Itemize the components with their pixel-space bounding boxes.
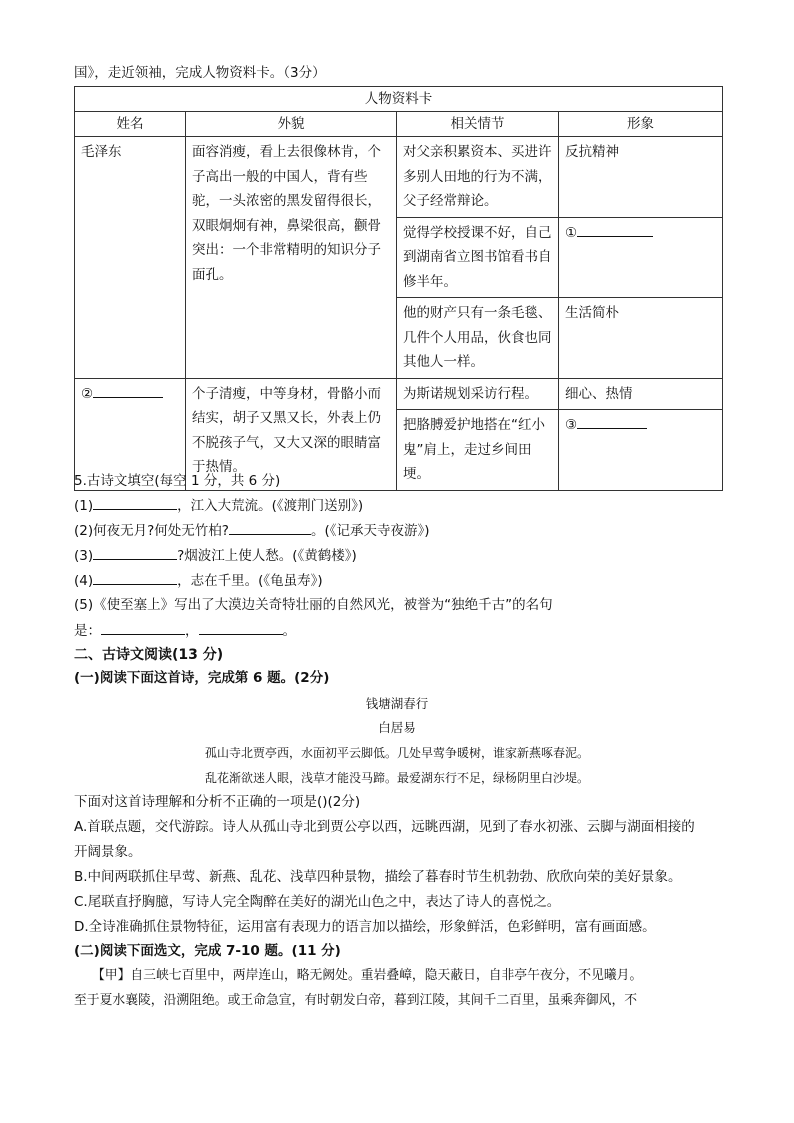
header-name: 姓名 <box>75 112 186 137</box>
part-1-heading: (一)阅读下面这首诗，完成第 6 题。(2分) <box>74 670 330 686</box>
q5-title: 5.古诗文填空(每空 1 分，共 6 分) <box>74 473 281 489</box>
q5-blank-1[interactable] <box>93 495 177 510</box>
p2-plot-2: 把胳膊爱护地搭在“红小鬼”肩上，走过乡间田埂。 <box>397 410 559 491</box>
p1-image-2-cell <box>559 217 723 298</box>
person-card-table <box>74 86 723 491</box>
q6-option-b: B.中间两联抓住早莺、新燕、乱花、浅草四种景物，描绘了暮春时节生机勃勃、欣欣向荣的美好景象。 <box>74 869 682 885</box>
q5-6-end: 。 <box>282 623 296 639</box>
part-2-heading: (二)阅读下面选文，完成 7-10 题。(11 分) <box>74 943 341 959</box>
poem-line-2: 乱花渐欲迷人眼，浅草才能没马蹄。最爱湖东行不足，绿杨阴里白沙堤。 <box>204 771 589 785</box>
header-appearance: 外貌 <box>186 112 397 137</box>
passage-line-2: 至于夏水襄陵，沿溯阻绝。或王命急宣，有时朝发白帝，暮到江陵，其间千二百里，虽乘奔御风，不 <box>74 993 638 1008</box>
card-intro: 国》，走近领袖，完成人物资料卡。（3分） <box>74 65 326 81</box>
q6-option-c: C.尾联直抒胸臆，写诗人完全陶醉在美好的湖光山色之中，表达了诗人的喜悦之。 <box>74 894 561 910</box>
q5-2-suffix: 。(《记承天寺夜游》) <box>310 523 430 539</box>
q5-blank-4[interactable] <box>93 570 177 585</box>
p2-image-2-cell <box>559 410 723 491</box>
q6-option-a-2: 开阔景象。 <box>74 844 142 860</box>
p1-image-3: 生活简朴 <box>559 298 723 379</box>
p2-appearance: 个子清瘦，中等身材，骨骼小而结实，胡子又黑又长，外表上仍不脱孩子气，又大又深的眼睛富于热情。 <box>186 378 397 490</box>
q5-3-prefix: (3) <box>74 548 94 564</box>
q5-item-6 <box>74 620 296 641</box>
p1-name: 毛泽东 <box>75 137 186 379</box>
poem-author: 白居易 <box>378 720 416 735</box>
p2-image-1: 细心、热情 <box>559 378 723 410</box>
p1-appearance: 面容消瘦，看上去很像林肯，个子高出一般的中国人，背有些驼，一头浓密的黑发留得很长，双眼炯炯有神，鼻梁很高，颧骨突出：一个非常精明的知识分子面孔。 <box>186 137 397 379</box>
poem-title: 钱塘湖春行 <box>365 696 429 711</box>
p1-image-2-label: ① <box>565 224 578 241</box>
q6-stem: 下面对这首诗理解和分析不正确的一项是()(2分) <box>74 794 361 810</box>
q5-item-5: (5)《使至塞上》写出了大漠边关奇特壮丽的自然风光，被誉为“独绝千古”的名句 <box>74 597 553 613</box>
poem-line-1: 孤山寺北贾亭西，水面初平云脚低。几处早莺争暖树，谁家新燕啄春泥。 <box>204 746 589 760</box>
q5-4-suffix: ，志在千里。(《龟虽寿》) <box>177 573 323 589</box>
q5-4-prefix: (4) <box>74 573 94 589</box>
q5-2-prefix: (2)何夜无月?何处无竹柏? <box>74 523 229 539</box>
p1-image-1: 反抗精神 <box>559 137 723 218</box>
q6-option-d: D.全诗准确抓住景物特征，运用富有表现力的语言加以描绘，形象鲜活，色彩鲜明，富有画面感。 <box>74 919 656 935</box>
p2-name-label: ② <box>81 385 94 402</box>
p1-plot-1: 对父亲积累资本、买进许多别人田地的行为不满，父子经常辩论。 <box>397 137 559 218</box>
q5-3-suffix: ?烟波江上使人愁。(《黄鹤楼》) <box>177 548 357 564</box>
p1-plot-3: 他的财产只有一条毛毯、几件个人用品，伙食也同其他人一样。 <box>397 298 559 379</box>
p1-plot-2: 觉得学校授课不好，自己到湖南省立图书馆看书自修半年。 <box>397 217 559 298</box>
passage-line-1: 【甲】自三峡七百里中，两岸连山，略无阙处。重岩叠嶂，隐天蔽日，自非亭午夜分，不见曦月。 <box>92 968 643 983</box>
blank-3[interactable] <box>577 414 647 429</box>
q5-1-suffix: ，江入大荒流。(《渡荆门送别》) <box>177 498 364 514</box>
q5-item-1 <box>74 495 363 516</box>
q5-item-2 <box>74 520 430 541</box>
p2-image-2-label: ③ <box>565 417 578 433</box>
header-plot: 相关情节 <box>397 112 559 137</box>
section-2-heading: 二、古诗文阅读(13 分) <box>74 647 224 663</box>
card-title: 人物资料卡 <box>75 87 723 112</box>
q5-item-3 <box>74 545 357 566</box>
q5-blank-5[interactable] <box>101 620 185 635</box>
q5-6-sep: ， <box>185 623 199 639</box>
q5-item-4 <box>74 570 323 591</box>
q5-blank-6[interactable] <box>199 620 283 635</box>
q5-blank-3[interactable] <box>93 545 177 560</box>
q5-6-prefix: 是： <box>74 623 101 639</box>
blank-1[interactable] <box>577 222 653 237</box>
header-image: 形象 <box>559 112 723 137</box>
q6-option-a-1: A.首联点题，交代游踪。诗人从孤山寺北到贾公亭以西，远眺西湖，见到了春水初涨、云脚与湖面相接的 <box>74 819 695 835</box>
q5-blank-2[interactable] <box>229 520 311 535</box>
p2-plot-1: 为斯诺规划采访行程。 <box>397 378 559 410</box>
q5-1-prefix: (1) <box>74 498 94 514</box>
blank-2[interactable] <box>93 383 163 398</box>
